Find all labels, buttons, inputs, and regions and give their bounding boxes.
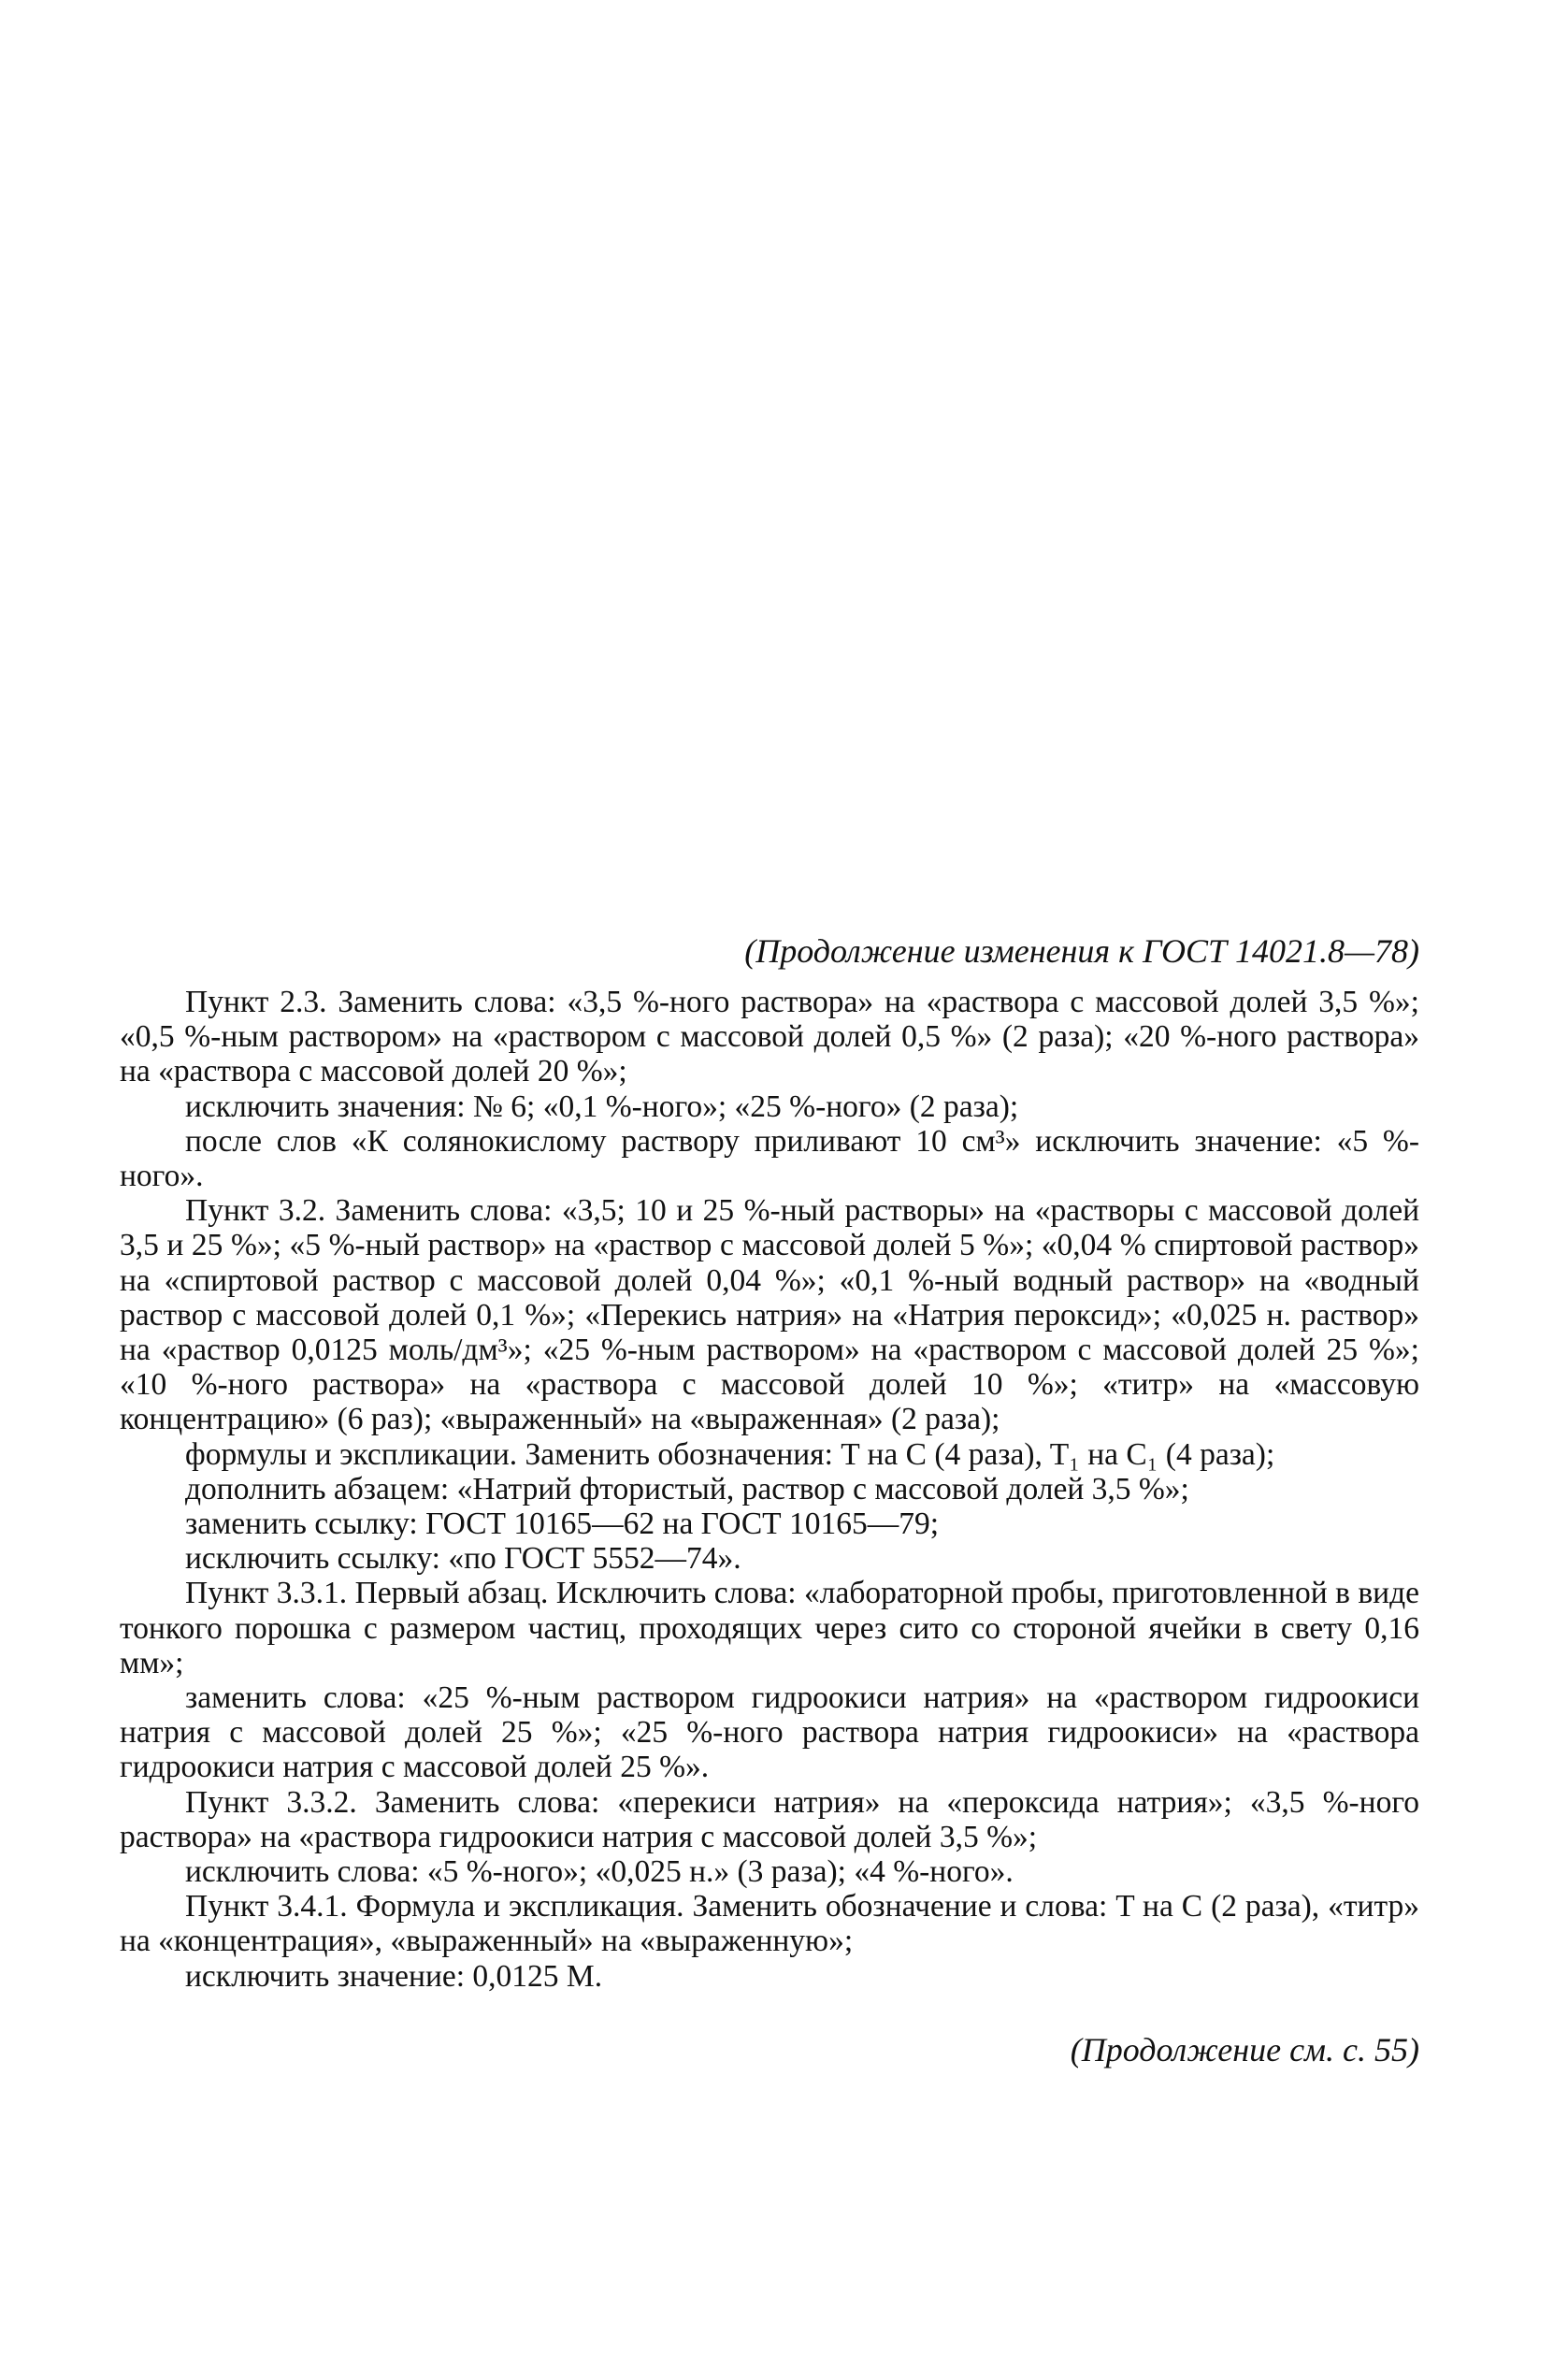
amendment-text — [120, 985, 1419, 1994]
continuation-footer: (Продолжение см. с. 55) — [1070, 2030, 1419, 2068]
paragraph-exclude-words: исключить слова: «5 %-ного»; «0,025 н.» (3 раза); «4 %-ного». — [185, 1854, 1014, 1890]
paragraph-2-3: Пункт 2.3. Заменить слова: «3,5 %-ного раствора» на «раствора с массовой долей 3,5 %»; «0,5 %-ным раствором» на «раствором с массовой долей 0,5 %» (2 раза); «20 %-ного раствора» на «раствора с массовой долей 20 %»; — [120, 985, 1419, 1089]
paragraph-after-words: после слов «К солянокислому раствору приливают 10 см³» исключить значение: «5 %-ного». — [120, 1123, 1419, 1194]
paragraph-formulas: формулы и экспликации. Заменить обозначения: T на C (4 раза), T₁ на C₁ (4 раза); — [185, 1436, 1275, 1472]
paragraph-add: дополнить абзацем: «Натрий фтористый, раствор с массовой долей 3,5 %»; — [185, 1471, 1189, 1506]
paragraph-3-2: Пункт 3.2. Заменить слова: «3,5; 10 и 25 %-ный растворы» на «растворы с массовой долей 3,5 и 25 %»; «5 %-ный раствор» на «раствор с массовой долей 5 %»; «0,04 % спиртовой раствор» на «спиртовой раствор с массовой долей 0,04 %»; «0,1 %-ный водный раствор» на «водный раствор с массовой долей 0,1 %»; «Перекись натрия» на «Натрия пероксид»; «0,025 н. раствор» на «раствор 0,0125 моль/дм³»; «25 %-ным раствором» на «раствором с массовой долей 25 %»; «10 %-ного раствора» на «раствора с массовой долей 10 %»; «титр» на «массовую концентрацию» (6 раз); «выраженный» на «выраженная» (2 раза); — [120, 1193, 1419, 1437]
paragraph-3-3-2: Пункт 3.3.2. Заменить слова: «перекиси натрия» на «пероксида натрия»; «3,5 %-ного раствора» на «раствора гидроокиси натрия с массовой долей 3,5 %»; — [120, 1784, 1419, 1854]
paragraph-exclude-ref: исключить ссылку: «по ГОСТ 5552—74». — [185, 1541, 741, 1577]
paragraph-exclude-values: исключить значения: № 6; «0,1 %-ного»; «25 %-ного» (2 раза); — [185, 1088, 1019, 1124]
paragraph-replace-ref: заменить ссылку: ГОСТ 10165—62 на ГОСТ 10165—79; — [185, 1506, 940, 1542]
paragraph-3-3-1: Пункт 3.3.1. Первый абзац. Исключить слова: «лабораторной пробы, приготовленной в виде тонкого порошка с размером частиц, проходящих через сито со стороной ячейки в свету 0,16 мм»; — [120, 1576, 1419, 1680]
paragraph-replace-words: заменить слова: «25 %-ным раствором гидроокиси натрия» на «раствором гидроокиси натрия с массовой долей 25 %»; «25 %-ного раствора натрия гидроокиси» на «раствора гидроокиси натрия с массовой долей 25 %». — [120, 1680, 1419, 1785]
continuation-header: (Продолжение изменения к ГОСТ 14021.8—78) — [744, 932, 1419, 970]
document-page — [120, 930, 1419, 2070]
paragraph-exclude-value: исключить значение: 0,0125 М. — [185, 1958, 603, 1994]
paragraph-3-4-1: Пункт 3.4.1. Формула и экспликация. Заменить обозначение и слова: T на C (2 раза), «титр» на «концентрация», «выраженный» на «выраженную»; — [120, 1889, 1419, 1959]
